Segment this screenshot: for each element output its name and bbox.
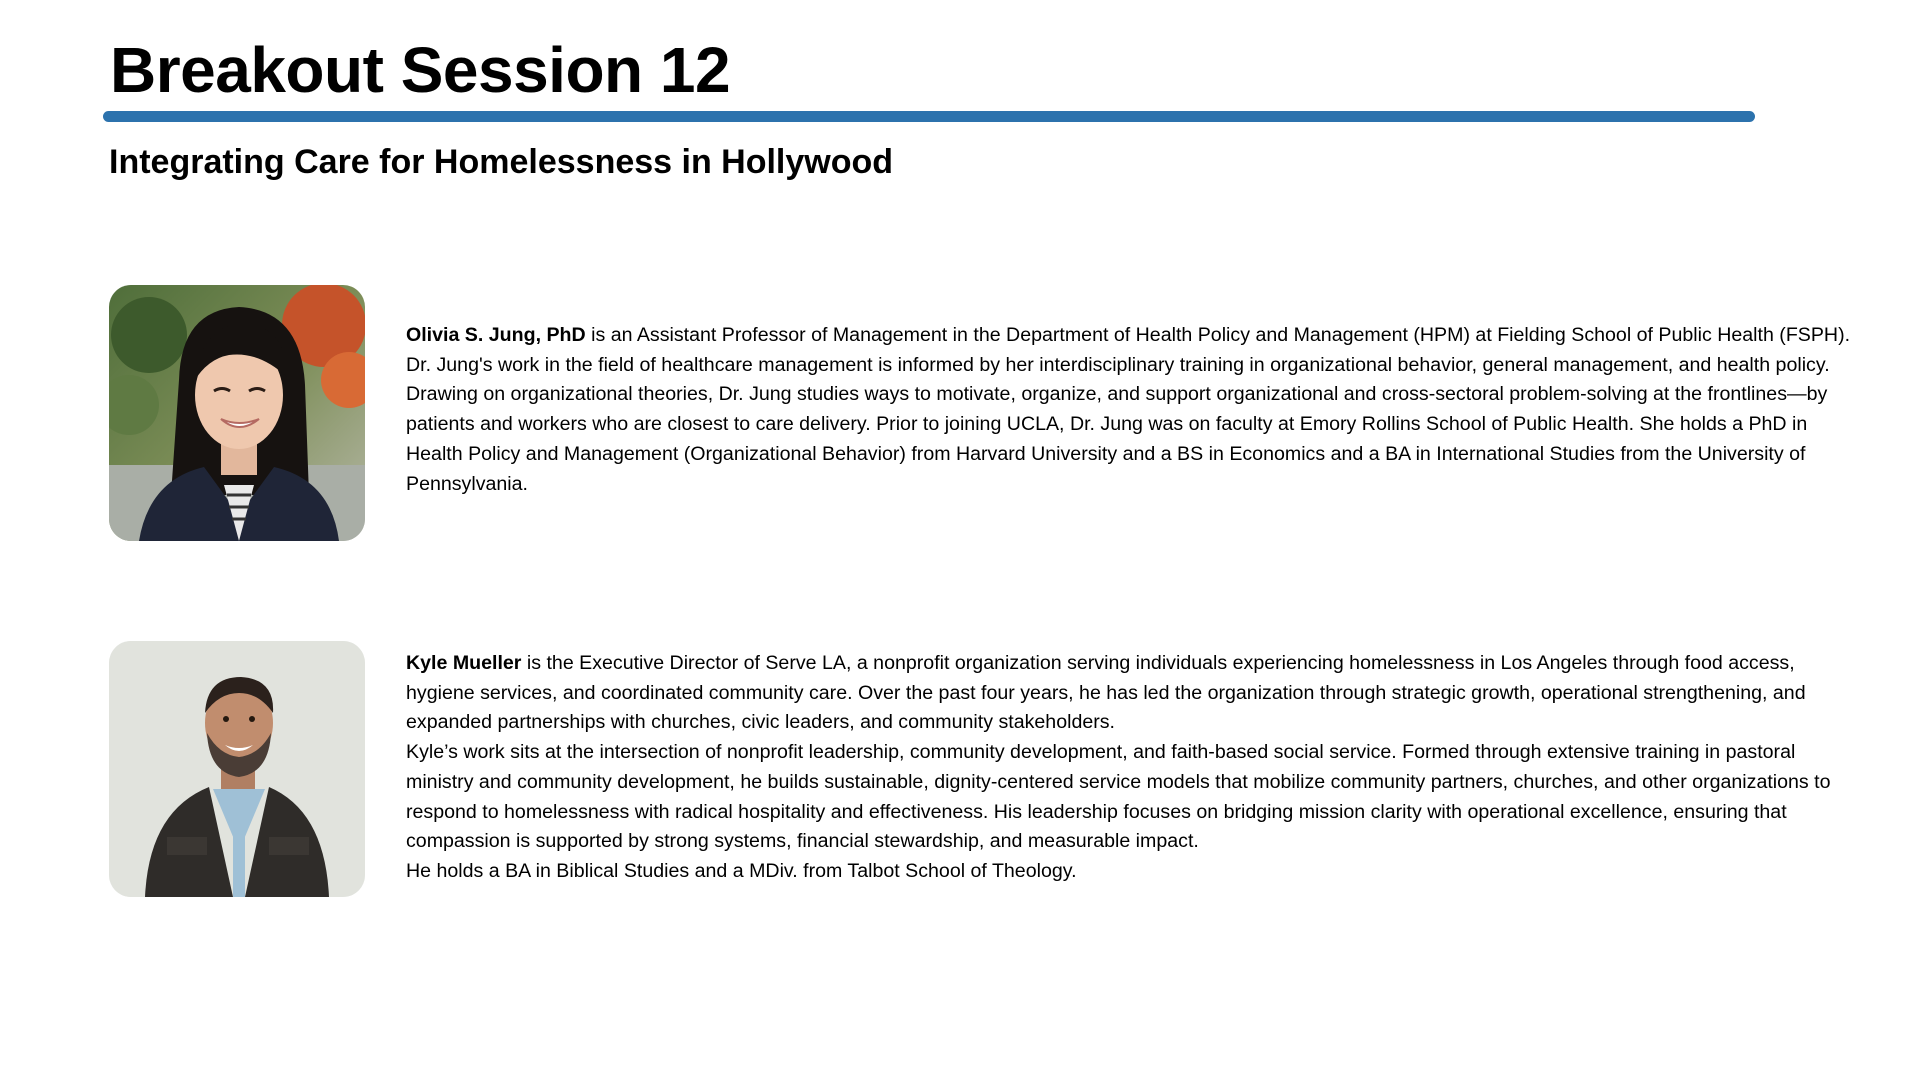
portrait-illustration [109, 641, 365, 897]
bio-text: is the Executive Director of Serve LA, a nonprofit organization serving individuals experiencing homelessness in Los Angeles through food access, hygiene services, and coordinated community care. Over the past four years, he has led the organization through strategic growth, operational strengthening, and expanded partnerships with churches, civic leaders, and community stakeholders. [406, 652, 1806, 734]
speaker-photo-kyle-mueller [109, 641, 365, 897]
bio-text: is an Assistant Professor of Management in the Department of Health Policy and Management (HPM) at Fielding School of Public Health (FSPH). Dr. Jung's work in the field of healthcare management is informed by her interdisciplinary training in organizational behavior, general management, and health policy. Drawing on organizational theories, Dr. Jung studies ways to motivate, organize, and support organizational and cross-sectoral problem-solving at the frontlines—by patients and workers who are closest to care delivery. Prior to joining UCLA, Dr. Jung was on faculty at Emory Rollins School of Public Health. She holds a PhD in Health Policy and Management (Organizational Behavior) from Harvard University and a BS in Economics and a BA in International Studies from the University of Pennsylvania. [406, 324, 1851, 495]
portrait-illustration [109, 285, 365, 541]
speaker-bio-olivia-jung [406, 321, 1866, 499]
speaker-bio-kyle-mueller [406, 649, 1866, 887]
bio-paragraph [406, 321, 1866, 499]
bio-paragraph: He holds a BA in Biblical Studies and a MDiv. from Talbot School of Theology. [406, 859, 1077, 882]
bio-paragraph: Kyle’s work sits at the intersection of nonprofit leadership, community development, and faith-based social service. Formed through extensive training in pastoral ministry and community development, he builds sustainable, dignity-centered service models that mobilize community partners, churches, and other organizations to respond to homelessness with radical hospitality and effectiveness. His leadership focuses on bridging mission clarity with operational excellence, ensuring that compassion is supported by strong systems, financial stewardship, and measurable impact. [406, 741, 1831, 853]
title-divider [103, 111, 1755, 122]
page-title: Breakout Session 12 [110, 34, 731, 106]
session-subtitle: Integrating Care for Homelessness in Hollywood [109, 143, 894, 181]
speaker-name: Kyle Mueller [406, 652, 522, 674]
speaker-photo-olivia-jung [109, 285, 365, 541]
speaker-name: Olivia S. Jung, PhD [406, 324, 586, 346]
bio-paragraph [406, 649, 1866, 738]
